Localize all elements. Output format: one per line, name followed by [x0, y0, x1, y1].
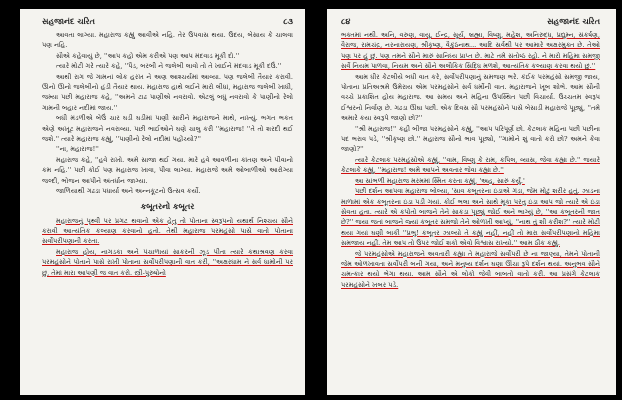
left-paragraph: જાળિયાથી ગઢડા પધાર્યા અને અન્નકૂટનો ઉત્સવ કર્યો. — [56, 187, 201, 196]
right-page — [327, 9, 616, 395]
left-paragraph: ''ના, મહારાજ!'' — [56, 145, 99, 154]
left-section-paragraph-underlined: મહારાજનું પૃથ્વી પર પ્રગટ થવાનો એક હેતુ તો પોતાના સ્વરૂપનો યથાર્થ નિશ્ચય સૌને કરાવી આત્યંતિક કલ્યાણ કરવાનો હતો. તેથી મહારાજ પરમહંસો પાસે વાતો પોતાના સર્વોપરીપણાની કરતા. — [42, 216, 293, 246]
right-paragraph-underlined: ભક્તમાં નથી. અનિ, વરુણ, વાયુ, ઈન્દ્ર, સૂર્ય, બ્રહ્મા, વિષ્ણુ, મહેશ, અનિરુદ્ધ, પ્રદ્યુમ્ન, સંકર્ષણ, વૈરાજ, રામચંદ્ર, નરનારાયણ, શ્રીકૃષ્ણ, વૈકુંઠનાથ... આદિ સર્વથી પર આમારે અક્ષરમુક્ત છે. તેઓ પણ પર હું છું. પણ તમને સૌને મારું સાનિધ્ય પ્રાપ્ત છે. માટે તમે સંતોષ્ઠ રહો. ને મારો મહિમા સમજી સર્વે નિયમ પાળવા, નિયમ અને સૌને અલૌકિક સિદ્ધિ મળશે, આત્યંતિક કલ્યાણ કરવા થયો છું.'' — [341, 31, 600, 71]
left-paragraph: આવતા લાગ્યા. મહારાજ કહ્યું આવીએ નહિ. તેર ઉપવાસ થયા. ઉદય, બેસાય કે ચાલવા પણ નહિ. — [42, 31, 293, 50]
left-paragraph: સૌએ કહેવાયું છે, ''આપ કહો એમ કરીએ પણ આપ મંદવાડ મૂકી દો.'' — [56, 51, 240, 60]
left-page-number: ૮૩ — [283, 16, 293, 26]
right-paragraph: આમ ધીર કેટલીયે બધી વાત કરે, સર્વોપરીપણાનું સમજણ ભરે. કંઈક પરમહંસો સમજી જાય, પોતાના પ્રતિઅશ્રમે ઉમેરાય એમ પરમહંસોને સર્વ ધર્મોની વાત. મહારાજને ખૂબ શોભે. આમ સૌની વચ્ચે પ્રકાશિત હોય મહારાજ. આ સમય અને મહિના ઉપસ્થિત પછી વિચાર્યા. ઉચ્ચતમ સ્વરૂપ ઈશ્વરનો નિર્વાણ છે. ગઢડા ઊંઘા પછી. એક દિવસ સૌ પરમહંસોને પાસે બેસાડી મહારાજે પૂછ્યું, ''તમે અમારે કયા સ્વરૂપે જાણો છો?'' — [341, 72, 600, 123]
left-paragraph: ત્યારે મોટી ગરે ત્યારે કહે, ''પૈડ, બરબી ને જલેબી લાવો તો તે ખાઈને મંદવાડ મૂકી દઉં.'' — [56, 62, 282, 71]
right-paragraph-underlined: જે પરમહંસોએ મહારાજને અવતારી કહ્યા તે મહારાજે સર્વોપરી છે ના જાણ્યા, તેમને પોતાની જેમ ઓળખાવતા સર્વોપરી બની ગયા, અને મનુષ્ય દર્શન ઘણા ઊંચા રૂપે દર્શન થયાં. અનુભવ સૌને ચમત્કાર થયો ભેગા થયા. આમ સૌને એ લોકો જેવી બાબતો વાતો કરી. આ પ્રસંગે કેટલાક પરમહંસોને ખબર પડે. — [341, 249, 600, 289]
left-page-header — [42, 16, 293, 30]
left-section-paragraph-underlined: મહારાજ હોય, નાગડકા અને પંચાળાયાં સાકરની ઝૂડ પીતા ત્યારે કથાશ્રવણ કરવા પરમહંસોને પોતાને પાસે રાખી પોતાના સર્વોપરીપણાની વાત કરી, ''અક્ષરધામ ને સર્વ ધામોની પર છું, તેમાં મારા આપણી જ વાત કરો. સ્ત્રી-પુરુષોનો — [42, 247, 293, 277]
right-paragraph-underlined: આ સાંભળી મહારાજ મરમમાં સ્મિત કરતા કહ્યું, 'અહ, સારું કર્યું.' — [355, 176, 525, 185]
right-paragraph: ''શ્રી મહારાજ!'' કહી બીજા પરમહંસોને કહ્યું, ''આપ પરિપૂર્ણ છો. કેટલાક મહિના પછી પછીના પદ ભરાવ પડે, ''શ્રીકૃષ્ણ છો.'' મહારાજ સૌનો ભાવ પૂછ્યો, ''ગામોને શું વાતો કરો છો? અમને કેવા જાણો?'' — [341, 124, 600, 154]
right-page-number: ૮૪ — [341, 16, 351, 26]
left-header-title: સહજાનંદ ચરિત — [42, 16, 95, 26]
right-paragraph-underlined: પછી દર્શન આપવા મહારાજ બોલ્યા, 'સાવ કબૂતરના ઇંડાએ ગંડા, જેમ મોટું શરીર હતું. ઝાડના માળામાં એક કબૂતરના ઇંડા પડી ગયાં. કોઈ ભલા અને સાથે મૂકા પરંતુ ઇંડા આપ જો ત્યારે એ ઇંડા સેવતા હતા. ત્યારે એ કપોતો બાજને તેને સાકડા પૂછ્યું જોઈ અને ભાગ્યું છે, ''આ કબૂતરની જાત છે?'' જયા જતાં બાજને જ્યાં કબૂતર સમજો તેને ઓળખી આપ્યું, ''નાથ તું શી કરીશ?'' ત્યારે મોટી થયા ગયાં ઘણી બાકી ''પ્રભુ! કબૂતર ઝાલ્યો તે કહ્યું નહીં, નહીં તો મારા સર્વોપરીપણાનો મહિમા સમજાય નહીં. તેમ આપ તો ઉપર જોઈ શકો એવો વિશ્વાસ રાખ્યો.'' આમ ઠીક કહ્યું. — [341, 187, 600, 248]
left-paragraph: આથી રાગ જે ગામનાં લોક હરખ ને અણ આશ્ચર્યમાં આવ્યા. પણ જલેબી તૈયાર કરાવી. ઊનો ઊનો જલેબીનો હંડી તૈયાર થાય. મહારાજ હાથે લઈને મારો લીધાં, મહારાજ જલેબી ખાધી, જમ્યા પછી મહારાજ કહે, ''અમને ટાઢ પાણીએ નવરાવો. એટલું બધું નવરાવો કે પાણીનો રેલો ગામની બહાર નદીમાં જાય.'' — [42, 72, 293, 112]
left-page — [20, 9, 305, 395]
left-paragraph: મહારાજ કહે, ''હવે રાખો. અમે સાજા થઈ ગયા. મારે હવે આવળીના કાંતણ અને પીવાનો કમ નહિ.'' પછી કોઈ પણ મહારાજ ખાવા, પીવા લાગ્યા. મહારાજે અમે ઓબાળીઓ આરોગ્યા જલ્દી, ભોજન આપીને અંતર્ધાન જાગ્યા. — [42, 155, 293, 185]
right-header-title: સહજાનંદ ચરિત — [547, 16, 600, 26]
section-title: કબૂતરનો કબૂતર — [140, 200, 195, 211]
left-paragraph: બધી મંડળીએ બેઉં ચાર ઘડી ઘડીમાં પાણી સારીને મહારાજને માથે, નાખ્યું. ભગત ભકત એણે અખૂટ મહારાજને નવરાવ્યા. પછી ભાઈઓને ઘણે ચાલુ કરી ''મહારાજ! ''તે તો શરદી થઈ જશે.'' ત્યારે મહારાજ કહ્યું, ''પાણીનો રેલો નદીમાં પહોંચ્યો?'' — [42, 114, 293, 144]
right-paragraph-underlined: ત્યારે કેટલાક પરમહંસોએ કહ્યું, ''વામ, વિષ્ણુ કે રામ, કપિલ, વ્યાસ, જેવા કહ્યા છે.'' જયારે કેટલાકે કહ્યું, ''મહારાજ! અમે આપને અવતાર જેવા કહ્યા છે.'' — [341, 155, 600, 175]
right-page-header — [341, 16, 600, 30]
